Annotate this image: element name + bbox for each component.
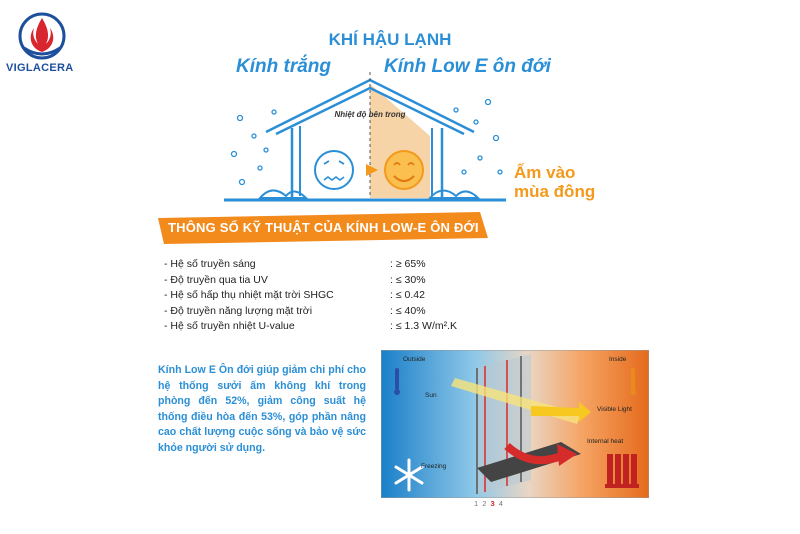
pane-numbers (474, 499, 504, 508)
spec-label: - Độ truyền qua tia UV (164, 273, 268, 286)
spec-row (164, 258, 504, 274)
internal-heat-label: Internal heat (587, 438, 624, 445)
pane-number-highlight: 3 (490, 499, 496, 508)
specs-heading: THÔNG SỐ KỸ THUẬT CỦA KÍNH LOW-E ÔN ĐỚI (168, 220, 479, 235)
inside-temperature-label: Nhiệt độ bên trong (334, 110, 406, 119)
sun-label: Sun (425, 392, 437, 399)
spec-label: - Hệ số truyền sáng (164, 258, 256, 270)
visible-light-label: Visible Light (597, 406, 632, 413)
warm-caption-line1: Ấm vào (514, 163, 576, 182)
spec-value: : ≤ 30% (390, 273, 426, 286)
spec-row (164, 320, 504, 336)
viglacera-logo-icon (14, 10, 70, 62)
specs-list (164, 258, 504, 336)
spec-label: - Hệ số hấp thụ nhiệt mặt trời SHGC (164, 289, 334, 302)
spec-value: : ≤ 0.42 (390, 289, 425, 302)
pane-number: 2 (482, 499, 488, 508)
benefits-description: Kính Low E Ôn đới giúp giảm chi phí cho hệ thống sưởi ấm không khí trong phòng đến 52%, giảm công suất hệ thống điều hòa đến 53%, góp phần nâng cao chất lượng cuộc sống và bảo vệ sức khỏe người sử dụng. (158, 364, 366, 454)
house-illustration (220, 72, 510, 212)
glass-diagram-graphic (381, 350, 649, 498)
inside-label: Inside (609, 356, 627, 363)
spec-row (164, 274, 504, 290)
outside-label: Outside (403, 356, 426, 363)
right-glass-label: Kính Low E ôn đới (384, 56, 551, 77)
spec-label: - Độ truyền năng lượng mặt trời (164, 304, 313, 317)
brand-name: VIGLACERA (6, 62, 74, 74)
spec-value: : ≥ 65% (390, 258, 426, 270)
warm-winter-caption (514, 163, 595, 201)
page-title: KHÍ HẬU LẠNH (328, 30, 452, 49)
spec-row (164, 289, 504, 305)
pane-number: 1 (474, 499, 480, 508)
pane-number: 4 (498, 499, 504, 508)
left-glass-label: Kính trắng (236, 56, 331, 77)
spec-label: - Hệ số truyền nhiệt U-value (164, 320, 295, 333)
spec-row (164, 305, 504, 321)
spec-value: : ≤ 1.3 W/m².K (390, 320, 458, 333)
spec-value: : ≤ 40% (390, 304, 426, 317)
freezing-label: Freezing (421, 463, 447, 470)
glass-diagram (381, 350, 649, 498)
warm-caption-line2: mùa đông (514, 182, 596, 201)
